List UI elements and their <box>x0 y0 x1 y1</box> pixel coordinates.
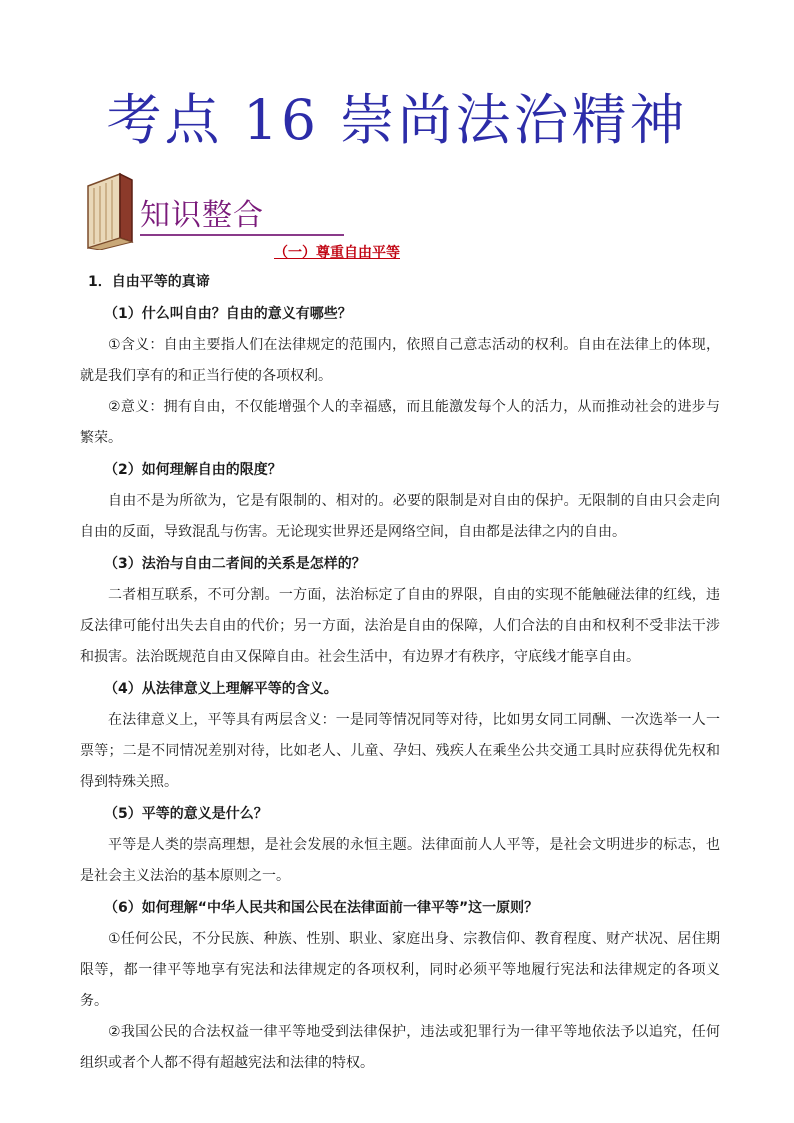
content <box>80 266 720 1079</box>
section-title-text: （一）尊重自由平等 <box>274 245 400 261</box>
question-6: （6）如何理解“中华人民共和国公民在法律面前一律平等”这一原则？ <box>104 900 539 916</box>
page-title: 考点 16 崇尚法治精神 <box>106 88 688 152</box>
question-3: （3）法治与自由二者间的关系是怎样的？ <box>104 556 366 572</box>
paragraph: ②意义：拥有自由，不仅能增强个人的幸福感，而且能激发每个人的活力，从而推动社会的进步与繁荣。 <box>80 399 720 446</box>
paragraph: 自由不是为所欲为，它是有限制的、相对的。必要的限制是对自由的保护。无限制的自由只会走向自由的反面，导致混乱与伤害。无论现实世界还是网络空间，自由都是法律之内的自由。 <box>80 493 720 540</box>
knowledge-banner <box>84 172 384 250</box>
paragraph: ②我国公民的合法权益一律平等地受到法律保护，违法或犯罪行为一律平等地依法予以追究，任何组织或者个人都不得有超越宪法和法律的特权。 <box>80 1024 720 1071</box>
question-4: （4）从法律意义上理解平等的含义。 <box>104 681 338 697</box>
banner-label: 知识整合 <box>140 198 264 233</box>
question-2: （2）如何理解自由的限度？ <box>104 462 282 478</box>
question-1: （1）什么叫自由？自由的意义有哪些？ <box>104 306 352 322</box>
heading-1: 1．自由平等的真谛 <box>88 274 210 290</box>
section-title <box>0 242 794 262</box>
book-icon <box>84 172 136 250</box>
banner-divider <box>140 234 344 236</box>
paragraph: 二者相互联系，不可分割。一方面，法治标定了自由的界限，自由的实现不能触碰法律的红线，违反法律可能付出失去自由的代价；另一方面，法治是自由的保障，人们合法的自由和权利不受非法干涉和损害。法治既规范自由又保障自由。社会生活中，有边界才有秩序，守底线才能享自由。 <box>80 587 720 665</box>
question-5: （5）平等的意义是什么？ <box>104 806 268 822</box>
paragraph: 平等是人类的崇高理想，是社会发展的永恒主题。法律面前人人平等，是社会文明进步的标志，也是社会主义法治的基本原则之一。 <box>80 837 720 884</box>
paragraph: ①含义：自由主要指人们在法律规定的范围内，依照自己意志活动的权利。自由在法律上的体现，就是我们享有的和正当行使的各项权利。 <box>80 337 720 384</box>
paragraph: ①任何公民，不分民族、种族、性别、职业、家庭出身、宗教信仰、教育程度、财产状况、居住期限等，都一律平等地享有宪法和法律规定的各项权利，同时必须平等地履行宪法和法律规定的各项义务。 <box>80 931 720 1009</box>
paragraph: 在法律意义上，平等具有两层含义：一是同等情况同等对待，比如男女同工同酬、一次选举一人一票等；二是不同情况差别对待，比如老人、儿童、孕妇、残疾人在乘坐公共交通工具时应获得优先权和得到特殊关照。 <box>80 712 720 790</box>
